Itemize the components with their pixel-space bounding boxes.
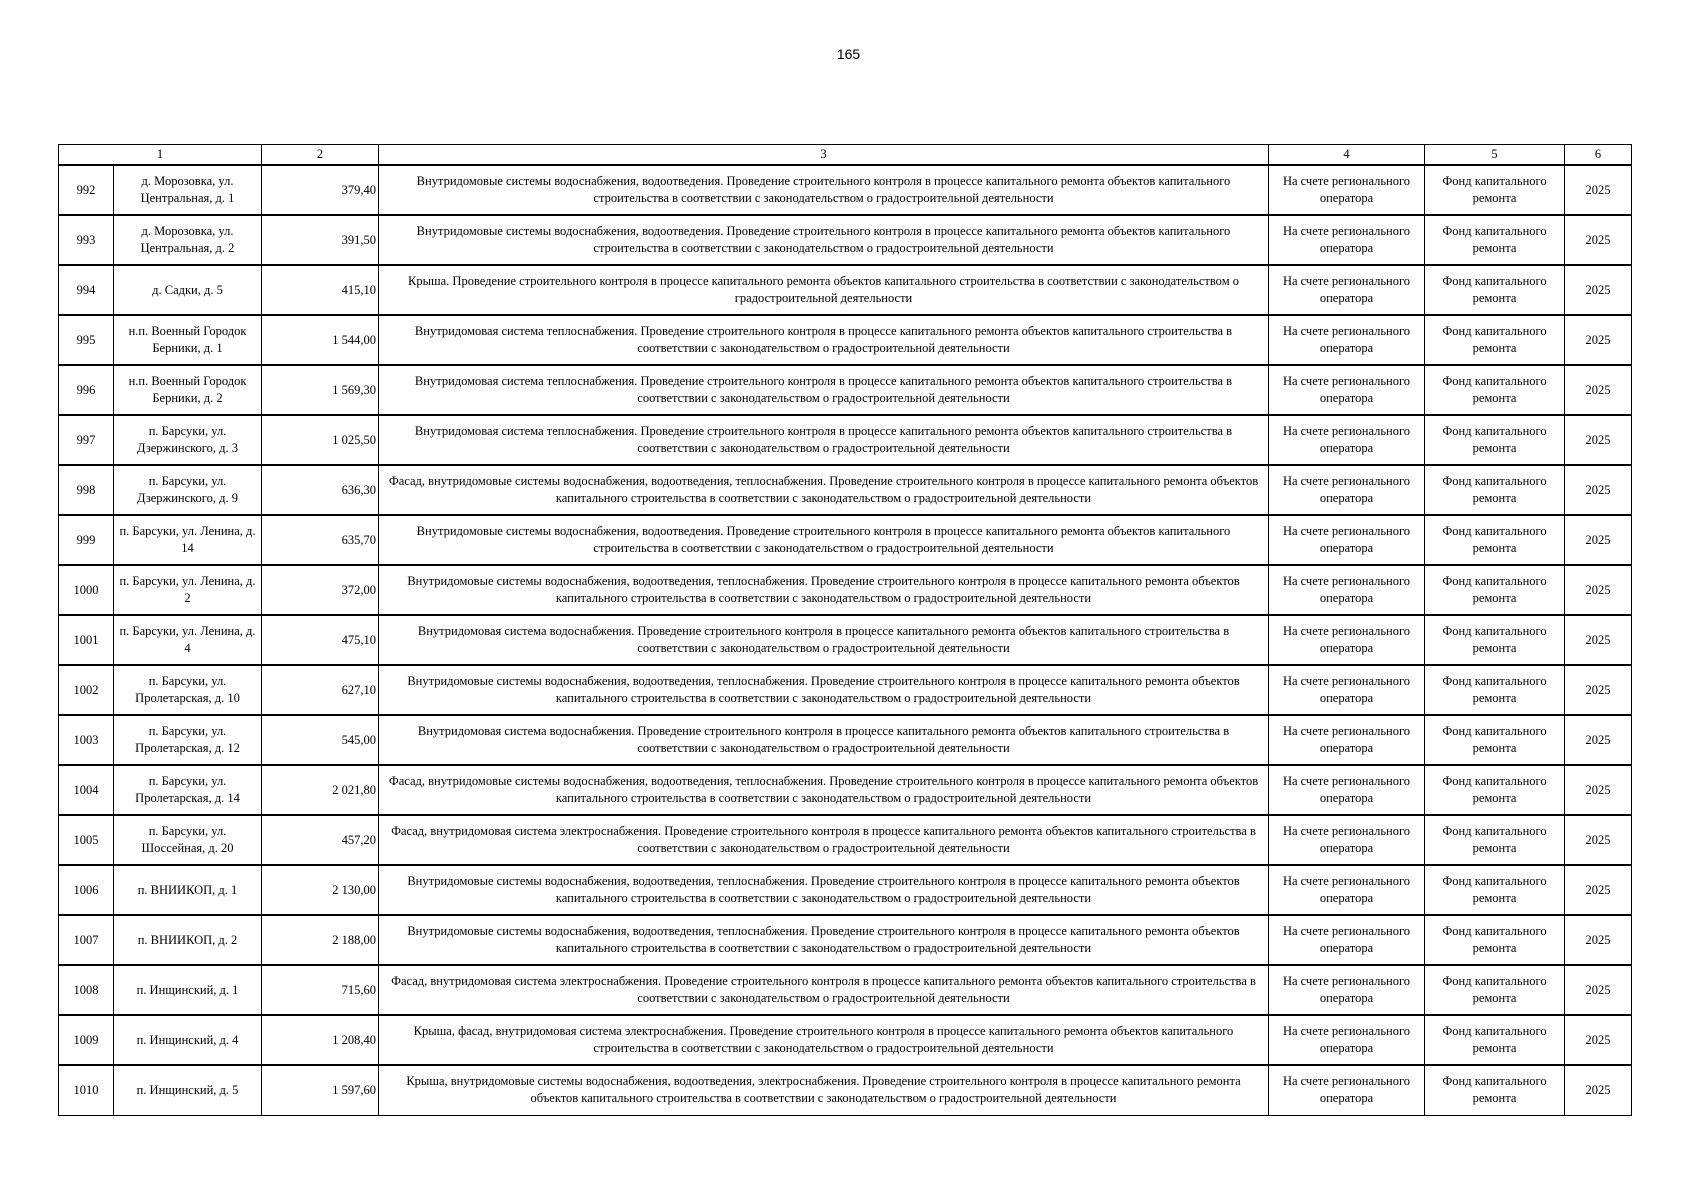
- column-header-5: 5: [1425, 145, 1565, 166]
- row-number: 998: [59, 465, 114, 515]
- works-description-cell: Внутридомовая система водоснабжения. Проведение строительного контроля в процессе капитального ремонта объектов капитального строительства в соответствии с законодательством о градостроительной деятельности: [379, 715, 1269, 765]
- column-number-row: [59, 145, 1632, 166]
- address-cell: п. Барсуки, ул. Шоссейная, д. 20: [114, 815, 262, 865]
- table-row: [59, 665, 1632, 715]
- works-description-cell: Фасад, внутридомовая система электроснабжения. Проведение строительного контроля в процессе капитального ремонта объектов капитального строительства в соответствии с законодательством о градостроительной деятельности: [379, 965, 1269, 1015]
- fund-location-cell: На счете регионального оператора: [1269, 315, 1425, 365]
- year-cell: 2025: [1565, 615, 1632, 665]
- area-cell: 372,00: [262, 565, 379, 615]
- fund-location-cell: На счете регионального оператора: [1269, 215, 1425, 265]
- table-row: [59, 1015, 1632, 1065]
- row-number: 996: [59, 365, 114, 415]
- area-cell: 2 188,00: [262, 915, 379, 965]
- address-cell: п. Инщинский, д. 1: [114, 965, 262, 1015]
- address-cell: п. Барсуки, ул. Ленина, д. 14: [114, 515, 262, 565]
- year-cell: 2025: [1565, 265, 1632, 315]
- table-row: [59, 715, 1632, 765]
- table-body: [59, 165, 1632, 1115]
- fund-location-cell: На счете регионального оператора: [1269, 465, 1425, 515]
- table-row: [59, 865, 1632, 915]
- year-cell: 2025: [1565, 315, 1632, 365]
- area-cell: 2 021,80: [262, 765, 379, 815]
- fund-location-cell: На счете регионального оператора: [1269, 415, 1425, 465]
- works-description-cell: Внутридомовая система теплоснабжения. Проведение строительного контроля в процессе капитального ремонта объектов капитального строительства в соответствии с законодательством о градостроительной деятельности: [379, 365, 1269, 415]
- column-header-4: 4: [1269, 145, 1425, 166]
- table-row: [59, 965, 1632, 1015]
- funding-source-cell: Фонд капитального ремонта: [1425, 665, 1565, 715]
- address-cell: п. Барсуки, ул. Пролетарская, д. 12: [114, 715, 262, 765]
- area-cell: 715,60: [262, 965, 379, 1015]
- fund-location-cell: На счете регионального оператора: [1269, 365, 1425, 415]
- table-row: [59, 1065, 1632, 1115]
- funding-source-cell: Фонд капитального ремонта: [1425, 915, 1565, 965]
- fund-location-cell: На счете регионального оператора: [1269, 865, 1425, 915]
- works-description-cell: Внутридомовые системы водоснабжения, водоотведения. Проведение строительного контроля в процессе капитального ремонта объектов капитального строительства в соответствии с законодательством о градостроительной деятельности: [379, 215, 1269, 265]
- area-cell: 379,40: [262, 165, 379, 215]
- address-cell: п. Барсуки, ул. Ленина, д. 4: [114, 615, 262, 665]
- row-number: 1007: [59, 915, 114, 965]
- table-row: [59, 415, 1632, 465]
- year-cell: 2025: [1565, 415, 1632, 465]
- table-row: [59, 915, 1632, 965]
- fund-location-cell: На счете регионального оператора: [1269, 515, 1425, 565]
- table-row: [59, 815, 1632, 865]
- works-description-cell: Внутридомовые системы водоснабжения, водоотведения. Проведение строительного контроля в процессе капитального ремонта объектов капитального строительства в соответствии с законодательством о градостроительной деятельности: [379, 165, 1269, 215]
- row-number: 1010: [59, 1065, 114, 1115]
- column-header-1: 1: [59, 145, 262, 166]
- fund-location-cell: На счете регионального оператора: [1269, 815, 1425, 865]
- row-number: 1003: [59, 715, 114, 765]
- funding-source-cell: Фонд капитального ремонта: [1425, 315, 1565, 365]
- year-cell: 2025: [1565, 465, 1632, 515]
- table-row: [59, 215, 1632, 265]
- table-row: [59, 615, 1632, 665]
- column-header-6: 6: [1565, 145, 1632, 166]
- area-cell: 627,10: [262, 665, 379, 715]
- funding-source-cell: Фонд капитального ремонта: [1425, 515, 1565, 565]
- address-cell: н.п. Военный Городок Берники, д. 1: [114, 315, 262, 365]
- fund-location-cell: На счете регионального оператора: [1269, 765, 1425, 815]
- year-cell: 2025: [1565, 715, 1632, 765]
- funding-source-cell: Фонд капитального ремонта: [1425, 1065, 1565, 1115]
- row-number: 1002: [59, 665, 114, 715]
- row-number: 1001: [59, 615, 114, 665]
- row-number: 993: [59, 215, 114, 265]
- address-cell: п. Барсуки, ул. Ленина, д. 2: [114, 565, 262, 615]
- row-number: 1008: [59, 965, 114, 1015]
- row-number: 997: [59, 415, 114, 465]
- address-cell: п. Инщинский, д. 5: [114, 1065, 262, 1115]
- address-cell: п. Барсуки, ул. Дзержинского, д. 3: [114, 415, 262, 465]
- works-description-cell: Внутридомовые системы водоснабжения, водоотведения, теплоснабжения. Проведение строительного контроля в процессе капитального ремонта объектов капитального строительства в соответствии с законодательством о градостроительной деятельности: [379, 565, 1269, 615]
- table-row: [59, 465, 1632, 515]
- row-number: 994: [59, 265, 114, 315]
- year-cell: 2025: [1565, 365, 1632, 415]
- row-number: 1006: [59, 865, 114, 915]
- funding-source-cell: Фонд капитального ремонта: [1425, 1015, 1565, 1065]
- capital-repair-table: [58, 144, 1632, 1116]
- fund-location-cell: На счете регионального оператора: [1269, 565, 1425, 615]
- area-cell: 636,30: [262, 465, 379, 515]
- year-cell: 2025: [1565, 1065, 1632, 1115]
- year-cell: 2025: [1565, 165, 1632, 215]
- address-cell: н.п. Военный Городок Берники, д. 2: [114, 365, 262, 415]
- funding-source-cell: Фонд капитального ремонта: [1425, 215, 1565, 265]
- area-cell: 1 208,40: [262, 1015, 379, 1065]
- area-cell: 457,20: [262, 815, 379, 865]
- funding-source-cell: Фонд капитального ремонта: [1425, 765, 1565, 815]
- area-cell: 1 025,50: [262, 415, 379, 465]
- works-description-cell: Внутридомовая система теплоснабжения. Проведение строительного контроля в процессе капитального ремонта объектов капитального строительства в соответствии с законодательством о градостроительной деятельности: [379, 315, 1269, 365]
- address-cell: п. Барсуки, ул. Дзержинского, д. 9: [114, 465, 262, 515]
- area-cell: 1 544,00: [262, 315, 379, 365]
- table-row: [59, 765, 1632, 815]
- funding-source-cell: Фонд капитального ремонта: [1425, 965, 1565, 1015]
- row-number: 1004: [59, 765, 114, 815]
- funding-source-cell: Фонд капитального ремонта: [1425, 165, 1565, 215]
- row-number: 999: [59, 515, 114, 565]
- fund-location-cell: На счете регионального оператора: [1269, 915, 1425, 965]
- works-description-cell: Внутридомовые системы водоснабжения, водоотведения. Проведение строительного контроля в процессе капитального ремонта объектов капитального строительства в соответствии с законодательством о градостроительной деятельности: [379, 515, 1269, 565]
- funding-source-cell: Фонд капитального ремонта: [1425, 265, 1565, 315]
- row-number: 995: [59, 315, 114, 365]
- column-header-3: 3: [379, 145, 1269, 166]
- year-cell: 2025: [1565, 865, 1632, 915]
- works-description-cell: Внутридомовые системы водоснабжения, водоотведения, теплоснабжения. Проведение строительного контроля в процессе капитального ремонта объектов капитального строительства в соответствии с законодательством о градостроительной деятельности: [379, 915, 1269, 965]
- funding-source-cell: Фонд капитального ремонта: [1425, 565, 1565, 615]
- table-row: [59, 365, 1632, 415]
- address-cell: п. ВНИИКОП, д. 1: [114, 865, 262, 915]
- area-cell: 2 130,00: [262, 865, 379, 915]
- fund-location-cell: На счете регионального оператора: [1269, 1065, 1425, 1115]
- funding-source-cell: Фонд капитального ремонта: [1425, 415, 1565, 465]
- area-cell: 1 597,60: [262, 1065, 379, 1115]
- works-description-cell: Крыша, фасад, внутридомовая система электроснабжения. Проведение строительного контроля в процессе капитального ремонта объектов капитального строительства в соответствии с законодательством о градостроительной деятельности: [379, 1015, 1269, 1065]
- row-number: 1000: [59, 565, 114, 615]
- area-cell: 475,10: [262, 615, 379, 665]
- works-description-cell: Внутридомовые системы водоснабжения, водоотведения, теплоснабжения. Проведение строительного контроля в процессе капитального ремонта объектов капитального строительства в соответствии с законодательством о градостроительной деятельности: [379, 865, 1269, 915]
- table-row: [59, 565, 1632, 615]
- row-number: 992: [59, 165, 114, 215]
- area-cell: 635,70: [262, 515, 379, 565]
- funding-source-cell: Фонд капитального ремонта: [1425, 815, 1565, 865]
- fund-location-cell: На счете регионального оператора: [1269, 715, 1425, 765]
- table-row: [59, 315, 1632, 365]
- year-cell: 2025: [1565, 215, 1632, 265]
- address-cell: д. Морозовка, ул. Центральная, д. 1: [114, 165, 262, 215]
- year-cell: 2025: [1565, 665, 1632, 715]
- fund-location-cell: На счете регионального оператора: [1269, 1015, 1425, 1065]
- year-cell: 2025: [1565, 515, 1632, 565]
- row-number: 1005: [59, 815, 114, 865]
- area-cell: 415,10: [262, 265, 379, 315]
- funding-source-cell: Фонд капитального ремонта: [1425, 865, 1565, 915]
- area-cell: 545,00: [262, 715, 379, 765]
- funding-source-cell: Фонд капитального ремонта: [1425, 365, 1565, 415]
- works-description-cell: Крыша, внутридомовые системы водоснабжения, водоотведения, электроснабжения. Проведение строительного контроля в процессе капитального ремонта объектов капитального строительства в соответствии с законодательством о градостроительной деятельности: [379, 1065, 1269, 1115]
- address-cell: п. Барсуки, ул. Пролетарская, д. 14: [114, 765, 262, 815]
- works-description-cell: Фасад, внутридомовые системы водоснабжения, водоотведения, теплоснабжения. Проведение строительного контроля в процессе капитального ремонта объектов капитального строительства в соответствии с законодательством о градостроительной деятельности: [379, 465, 1269, 515]
- address-cell: п. Инщинский, д. 4: [114, 1015, 262, 1065]
- fund-location-cell: На счете регионального оператора: [1269, 965, 1425, 1015]
- column-header-2: 2: [262, 145, 379, 166]
- year-cell: 2025: [1565, 815, 1632, 865]
- fund-location-cell: На счете регионального оператора: [1269, 665, 1425, 715]
- works-description-cell: Внутридомовая система теплоснабжения. Проведение строительного контроля в процессе капитального ремонта объектов капитального строительства в соответствии с законодательством о градостроительной деятельности: [379, 415, 1269, 465]
- works-description-cell: Фасад, внутридомовая система электроснабжения. Проведение строительного контроля в процессе капитального ремонта объектов капитального строительства в соответствии с законодательством о градостроительной деятельности: [379, 815, 1269, 865]
- works-description-cell: Крыша. Проведение строительного контроля в процессе капитального ремонта объектов капитального строительства в соответствии с законодательством о градостроительной деятельности: [379, 265, 1269, 315]
- address-cell: д. Садки, д. 5: [114, 265, 262, 315]
- fund-location-cell: На счете регионального оператора: [1269, 615, 1425, 665]
- works-description-cell: Внутридомовые системы водоснабжения, водоотведения, теплоснабжения. Проведение строительного контроля в процессе капитального ремонта объектов капитального строительства в соответствии с законодательством о градостроительной деятельности: [379, 665, 1269, 715]
- address-cell: д. Морозовка, ул. Центральная, д. 2: [114, 215, 262, 265]
- works-description-cell: Внутридомовая система водоснабжения. Проведение строительного контроля в процессе капитального ремонта объектов капитального строительства в соответствии с законодательством о градостроительной деятельности: [379, 615, 1269, 665]
- table-row: [59, 515, 1632, 565]
- fund-location-cell: На счете регионального оператора: [1269, 265, 1425, 315]
- address-cell: п. Барсуки, ул. Пролетарская, д. 10: [114, 665, 262, 715]
- funding-source-cell: Фонд капитального ремонта: [1425, 465, 1565, 515]
- funding-source-cell: Фонд капитального ремонта: [1425, 715, 1565, 765]
- row-number: 1009: [59, 1015, 114, 1065]
- table-row: [59, 265, 1632, 315]
- fund-location-cell: На счете регионального оператора: [1269, 165, 1425, 215]
- works-description-cell: Фасад, внутридомовые системы водоснабжения, водоотведения, теплоснабжения. Проведение строительного контроля в процессе капитального ремонта объектов капитального строительства в соответствии с законодательством о градостроительной деятельности: [379, 765, 1269, 815]
- funding-source-cell: Фонд капитального ремонта: [1425, 615, 1565, 665]
- area-cell: 391,50: [262, 215, 379, 265]
- year-cell: 2025: [1565, 965, 1632, 1015]
- year-cell: 2025: [1565, 565, 1632, 615]
- area-cell: 1 569,30: [262, 365, 379, 415]
- year-cell: 2025: [1565, 1015, 1632, 1065]
- year-cell: 2025: [1565, 765, 1632, 815]
- table-row: [59, 165, 1632, 215]
- page-number: 165: [836, 46, 861, 62]
- year-cell: 2025: [1565, 915, 1632, 965]
- address-cell: п. ВНИИКОП, д. 2: [114, 915, 262, 965]
